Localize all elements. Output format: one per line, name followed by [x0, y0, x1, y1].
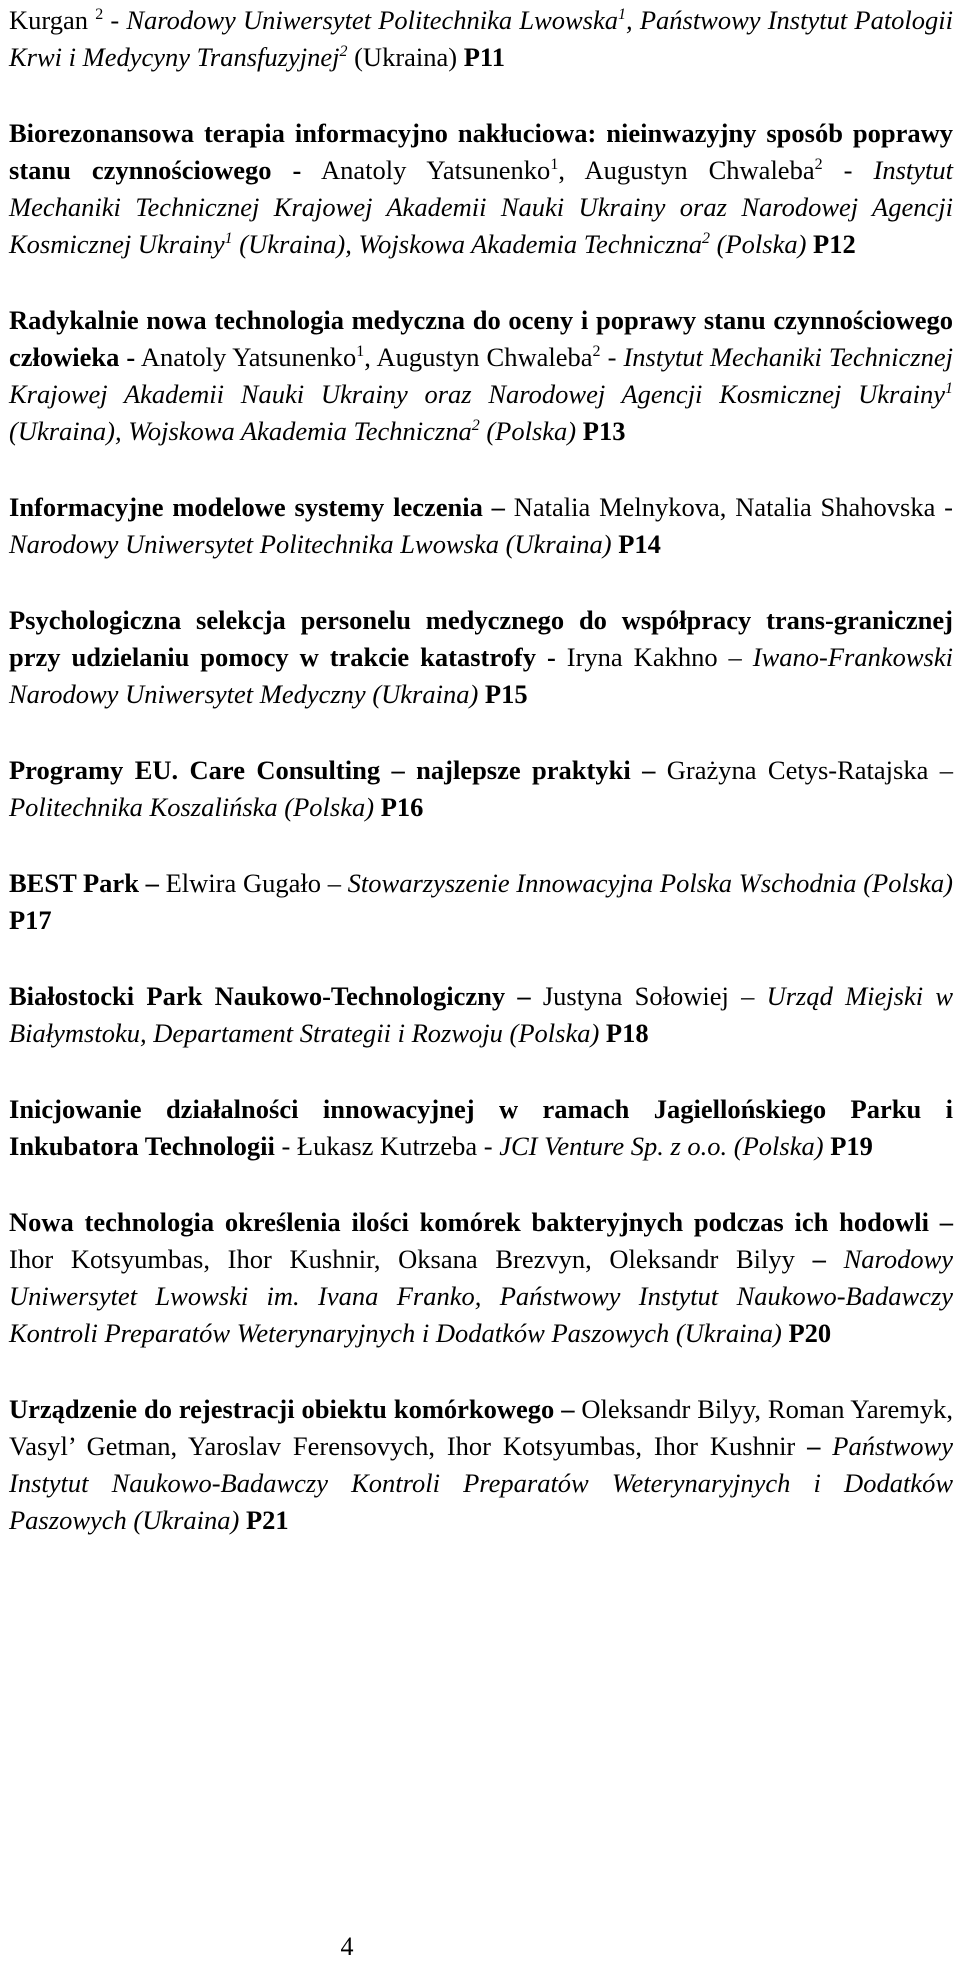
entry-text-run: P19: [830, 1131, 873, 1161]
entry-text-run: Instytut Mechaniki Technicznej Krajowej Akademii Nauki Ukrainy oraz Narodowej Agencji Kosmicznej Ukrainy: [9, 342, 953, 409]
entry-text-run: P16: [380, 792, 424, 822]
entry-text-run: Radykalnie nowa technologia medyczna do oceny i poprawy stanu czynnościowego człowieka -: [9, 305, 953, 372]
entry-text-run: 2: [339, 43, 348, 61]
entry-text-run: Państwowy Instytut Patologii Krwi i Medycyny Transfuzyjnej: [9, 5, 954, 72]
program-entry: [9, 602, 953, 713]
entry-text-style: [472, 417, 480, 434]
entry-text-run: 1: [356, 343, 365, 361]
entry-text-run: Instytut Mechaniki Technicznej Krajowej Akademii Nauki Ukrainy oraz Narodowej Agencji Kosmicznej Ukrainy: [9, 155, 954, 259]
entry-text-run: -: [103, 5, 127, 35]
document-page: [9, 0, 954, 1961]
entry-text-run: 1: [550, 156, 559, 174]
entry-text-run: Oleksandr Bilyy, Roman Yaremyk, Vasyl’ Getman, Yaroslav Ferensovych, Ihor Kotsyumbas, Ihor Kushnir: [9, 1394, 953, 1461]
entry-text-run: 1: [945, 380, 953, 398]
entry-text-run: P18: [605, 1018, 649, 1048]
entry-text-run: P11: [463, 42, 505, 72]
entry-text-run: Politechnika Koszalińska (Polska): [9, 792, 381, 822]
entry-text-run: Kurgan: [9, 5, 96, 35]
program-entry: [9, 489, 953, 563]
entry-text-run: Biorezonansowa terapia informacyjno nakłuciowa: nieinwazyjny sposób poprawy stanu czynnościowego -: [9, 118, 953, 185]
entry-text-run: P15: [484, 679, 528, 709]
program-entry: [9, 978, 953, 1052]
entry-text-run: 1: [224, 230, 233, 248]
program-entry: [9, 2, 953, 76]
entry-text-run: -: [600, 342, 624, 372]
entry-text-run: (Polska): [710, 229, 814, 259]
entry-text-run: P21: [246, 1505, 289, 1535]
entry-text-run: ,: [626, 5, 640, 35]
entry-text-run: BEST Park –: [9, 868, 159, 898]
program-entry: [9, 1391, 953, 1539]
entry-text-run: 2: [95, 6, 104, 24]
entry-text-run: [820, 1431, 832, 1461]
entry-text-run: , Augustyn Chwaleba: [364, 342, 593, 372]
entry-text-run: –: [807, 1431, 821, 1461]
entry-text-run: 2: [814, 156, 823, 174]
entry-text-run: Urządzenie do rejestracji obiektu komórkowego –: [9, 1394, 575, 1424]
entry-text-run: Justyna Sołowiej –: [530, 981, 767, 1011]
program-entry: [9, 115, 953, 263]
entry-text-run: P13: [582, 416, 626, 446]
entry-text-run: Programy EU. Care Consulting – najlepsze praktyki –: [9, 755, 656, 785]
entry-text-run: P12: [813, 229, 856, 259]
entry-text-style: [945, 380, 953, 397]
entry-text-run: Elwira Gugało –: [158, 868, 348, 898]
entry-text-run: Białostocki Park Naukowo-Technologiczny –: [9, 981, 531, 1011]
entry-text-style: [225, 230, 233, 247]
entry-text-run: P20: [788, 1318, 832, 1348]
entry-text-run: 1: [618, 6, 626, 24]
entry-text-run: Narodowy Uniwersytet Politechnika Lwowska: [126, 5, 618, 35]
entry-text-run: JCI Venture Sp. z o.o. (Polska): [499, 1131, 831, 1161]
entry-text-run: Stowarzyszenie Innowacyjna Polska Wschodnia (Polska): [347, 868, 953, 898]
entry-text-run: Narodowy Uniwersytet Lwowski im. Ivana Franko, Państwowy Instytut Naukowo-Badawczy Kontroli Preparatów Weterynaryjnych i Dodatków Paszowych (Ukraina): [9, 1244, 954, 1348]
entry-text-run: Urząd Miejski w Białymstoku, Departament Strategii i Rozwoju (Polska): [9, 981, 953, 1048]
entry-text-run: Informacyjne modelowe systemy leczenia –: [9, 492, 505, 522]
program-entry: [9, 1091, 953, 1165]
entry-text-run: Psychologiczna selekcja personelu medycznego do współpracy trans-granicznej przy udzielaniu pomocy w trakcie katastrofy -: [9, 605, 953, 672]
entry-text-run: Narodowy Uniwersytet Politechnika Lwowska (Ukraina): [9, 529, 619, 559]
entry-text-run: Inicjowanie działalności innowacyjnej w ramach Jagiellońskiego Parku i Inkubatora Technologii: [9, 1094, 953, 1161]
entry-text-run: Iwano-Frankowski Narodowy Uniwersytet Medyczny (Ukraina): [9, 642, 953, 709]
entry-text-run: Anatoly Yatsunenko: [301, 155, 551, 185]
entry-text-run: (Ukraina), Wojskowa Akademia Techniczna: [9, 416, 472, 446]
page-number: 4: [340, 1932, 354, 1961]
entry-text-run: Ihor Kotsyumbas, Ihor Kushnir, Oksana Brezvyn, Oleksandr Bilyy: [9, 1244, 813, 1274]
entry-text-style: [618, 6, 626, 23]
entry-text-run: (Polska): [479, 416, 583, 446]
entry-text-run: 2: [592, 343, 601, 361]
entry-text-run: P17: [9, 905, 52, 935]
entry-text-run: (Ukraina), Wojskowa Akademia Techniczna: [232, 229, 703, 259]
program-entry: [9, 1204, 953, 1352]
entry-text-run: Grażyna Cetys-Ratajska –: [655, 755, 953, 785]
entry-text-run: 2: [471, 417, 480, 435]
entry-text-run: Anatoly Yatsunenko: [135, 342, 357, 372]
program-entries: [9, 2, 953, 1539]
entry-text-run: 2: [702, 230, 711, 248]
program-entry: [9, 302, 953, 450]
entry-text-run: [826, 1244, 844, 1274]
entry-text-run: , Augustyn Chwaleba: [558, 155, 815, 185]
program-entry: [9, 752, 953, 826]
entry-text-run: –: [812, 1244, 826, 1274]
entry-text-run: Nowa technologia określenia ilości komórek bakteryjnych podczas ich hodowli –: [9, 1207, 953, 1237]
program-entry: [9, 865, 953, 939]
entry-text-run: Państwowy Instytut Naukowo-Badawczy Kontroli Preparatów Weterynaryjnych i Dodatków Paszowych (Ukraina): [9, 1431, 953, 1535]
entry-text-run: Natalia Melnykova, Natalia Shahovska -: [504, 492, 953, 522]
entry-text-run: P14: [618, 529, 661, 559]
entry-text-run: (Ukraina): [347, 42, 464, 72]
entry-text-style: [702, 230, 710, 247]
entry-text-run: Iryna Kakhno –: [555, 642, 753, 672]
entry-text-run: - Łukasz Kutrzeba -: [274, 1131, 500, 1161]
entry-text-run: -: [822, 155, 874, 185]
